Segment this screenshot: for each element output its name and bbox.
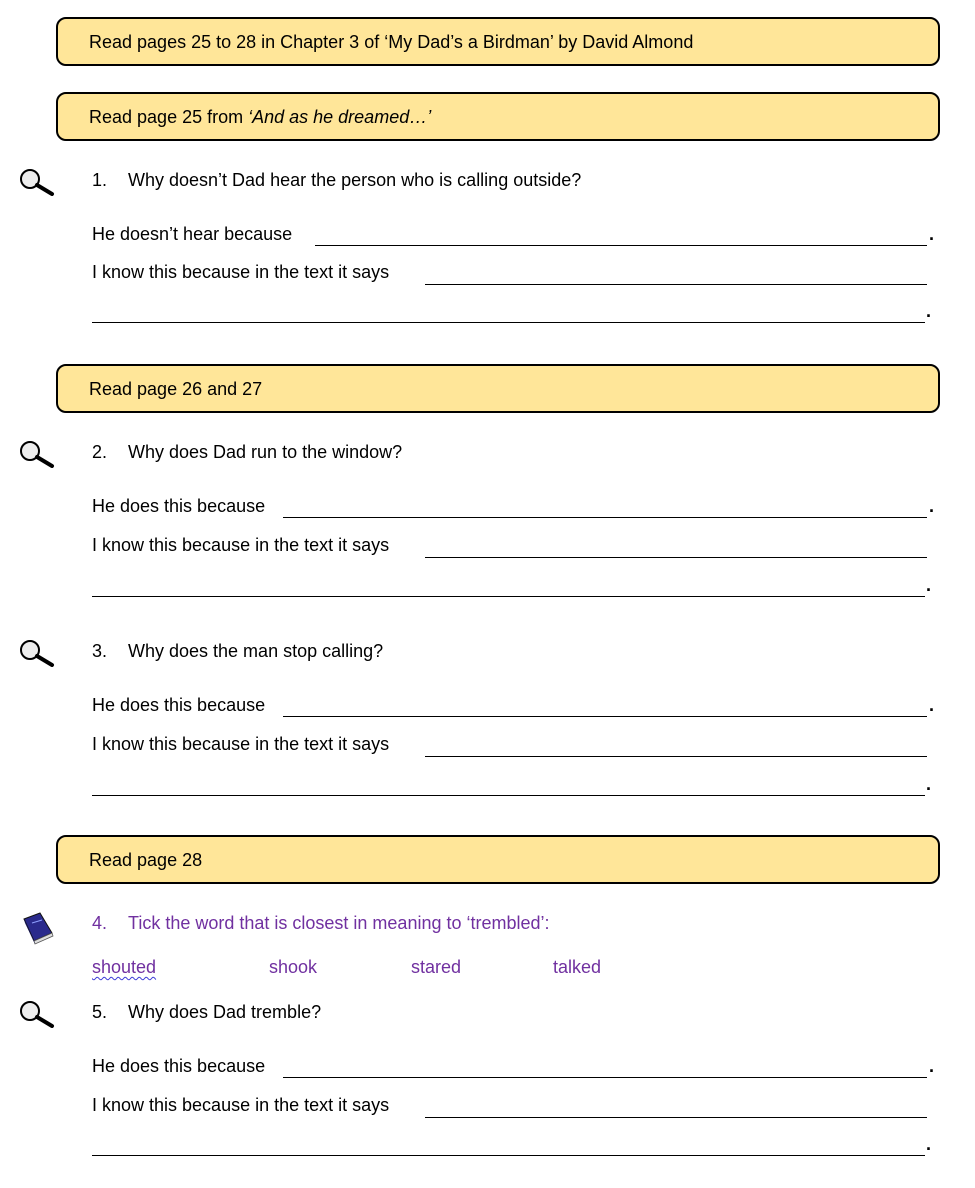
- question-number: 5.: [92, 1002, 108, 1022]
- question-4: [92, 913, 550, 934]
- question-number: 3.: [92, 641, 108, 661]
- evidence-line-2[interactable]: [92, 322, 925, 323]
- instruction-prefix: Read page 25 from: [89, 107, 249, 127]
- question-2: [92, 442, 402, 463]
- question-5: [92, 1002, 321, 1023]
- option-shook[interactable]: shook: [269, 957, 318, 977]
- answer-line[interactable]: [283, 517, 927, 518]
- evidence-line-2[interactable]: [92, 1155, 925, 1156]
- instruction-text: Read pages 25 to 28 in Chapter 3 of ‘My Dad’s a Birdman’ by David Almond: [89, 32, 694, 52]
- question-number: 1.: [92, 170, 108, 190]
- question-text: Why does Dad run to the window?: [128, 442, 403, 462]
- instruction-quote: ‘And as he dreamed…’: [248, 107, 432, 127]
- instruction-box-page-26: [56, 364, 940, 413]
- evidence-prompt: I know this because in the text it says: [92, 535, 390, 555]
- instruction-box-intro: [56, 17, 940, 66]
- question-text: Why does Dad tremble?: [128, 1002, 322, 1022]
- answer-prompt: He does this because: [92, 1056, 266, 1076]
- answer-line[interactable]: [283, 1077, 927, 1078]
- evidence-line-2[interactable]: [92, 795, 925, 796]
- dictionary-book-icon: [20, 911, 56, 947]
- evidence-line[interactable]: [425, 284, 927, 285]
- option-shouted[interactable]: shouted: [92, 957, 157, 977]
- answer-prompt: He does this because: [92, 496, 266, 516]
- question-number: 2.: [92, 442, 108, 462]
- period: .: [926, 774, 932, 794]
- instruction-box-page-25: [56, 92, 940, 141]
- period: .: [929, 1056, 935, 1076]
- evidence-prompt: I know this because in the text it says: [92, 1095, 390, 1115]
- answer-line[interactable]: [315, 245, 927, 246]
- period: .: [929, 224, 935, 244]
- evidence-line[interactable]: [425, 557, 927, 558]
- instruction-text: Read page 28: [89, 850, 203, 870]
- evidence-line[interactable]: [425, 1117, 927, 1118]
- question-number: 4.: [92, 913, 108, 933]
- magnifying-glass-icon: [18, 168, 56, 196]
- period: .: [929, 695, 935, 715]
- instruction-text: [89, 107, 431, 128]
- answer-prompt: He doesn’t hear because: [92, 224, 293, 244]
- instruction-box-page-28: [56, 835, 940, 884]
- question-text: Why does the man stop calling?: [128, 641, 384, 661]
- magnifying-glass-icon: [18, 639, 56, 667]
- period: .: [929, 496, 935, 516]
- evidence-line[interactable]: [425, 756, 927, 757]
- question-text: Tick the word that is closest in meaning to ‘trembled’:: [128, 913, 550, 933]
- period: .: [926, 301, 932, 321]
- magnifying-glass-icon: [18, 440, 56, 468]
- period: .: [926, 1134, 932, 1154]
- answer-line[interactable]: [283, 716, 927, 717]
- evidence-line-2[interactable]: [92, 596, 925, 597]
- evidence-prompt: I know this because in the text it says: [92, 734, 390, 754]
- period: .: [926, 575, 932, 595]
- question-3: [92, 641, 383, 662]
- question-text: Why doesn’t Dad hear the person who is calling outside?: [128, 170, 582, 190]
- option-stared[interactable]: stared: [411, 957, 462, 977]
- evidence-prompt: I know this because in the text it says: [92, 262, 390, 282]
- magnifying-glass-icon: [18, 1000, 56, 1028]
- question-1: [92, 170, 581, 191]
- answer-prompt: He does this because: [92, 695, 266, 715]
- instruction-text: Read page 26 and 27: [89, 379, 263, 399]
- option-talked[interactable]: talked: [553, 957, 602, 977]
